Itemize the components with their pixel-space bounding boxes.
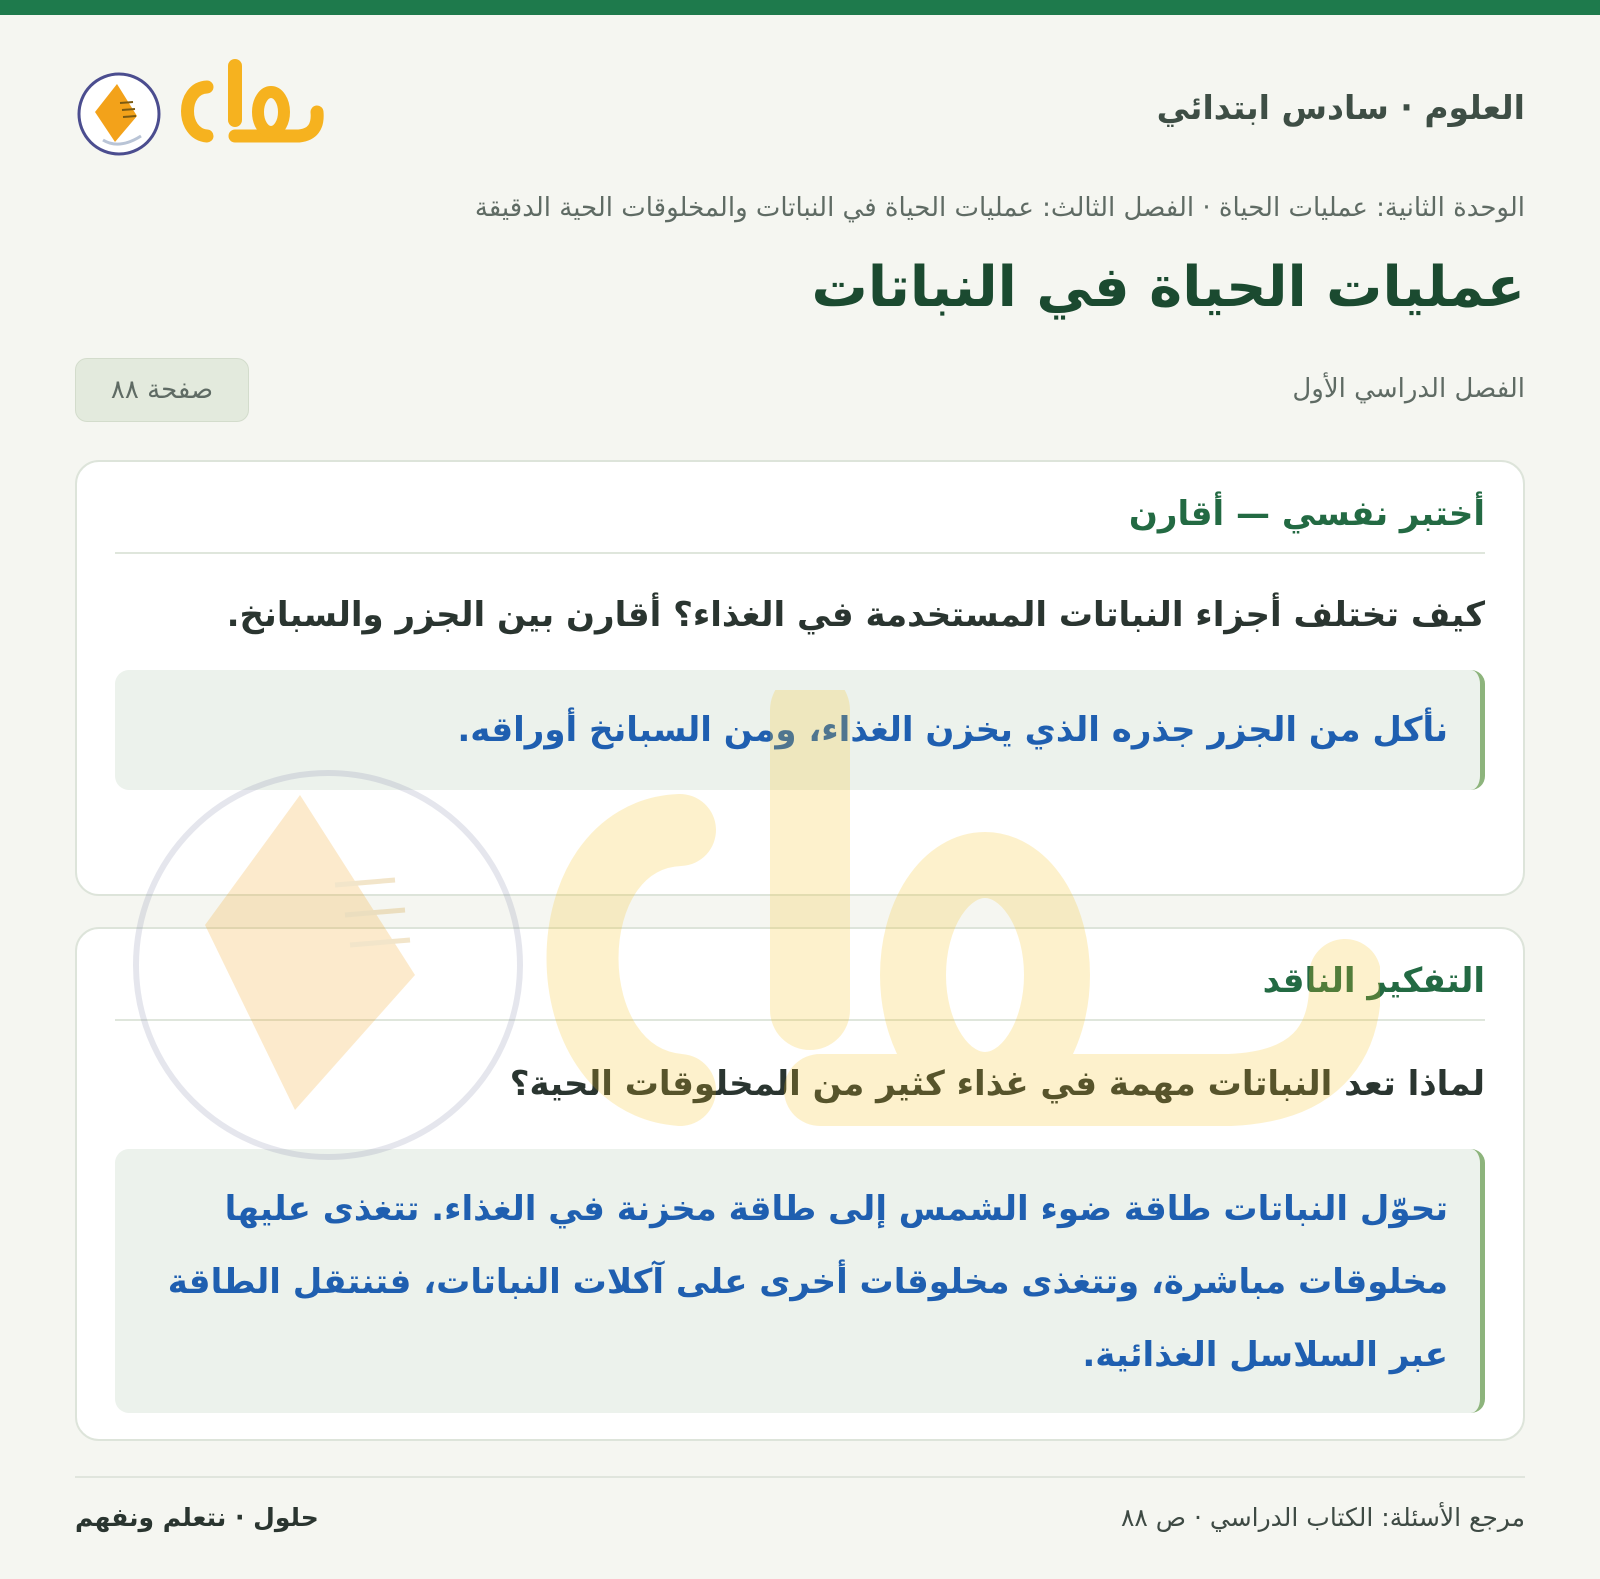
section-heading: أختبر نفسي — أقارن xyxy=(115,462,1485,554)
page-header xyxy=(75,50,1525,160)
question-text: كيف تختلف أجزاء النباتات المستخدمة في الغذاء؟ أقارن بين الجزر والسبانخ. xyxy=(226,595,1485,635)
subject-label: العلوم · سادس ابتدائي xyxy=(1156,88,1525,127)
footer-brand[interactable]: حلول · نتعلم ونفهم xyxy=(75,1503,319,1532)
question-text: لماذا تعد النباتات مهمة في غذاء كثير من المخلوقات الحية؟ xyxy=(509,1064,1485,1104)
breadcrumb: الوحدة الثانية: عمليات الحياة · الفصل الثالث: عمليات الحياة في النباتات والمخلوقات الحية الدقيقة xyxy=(474,193,1525,223)
answer-box: تحوّل النباتات طاقة ضوء الشمس إلى طاقة مخزنة في الغذاء. تتغذى عليها مخلوقات مباشرة، وتتغذى مخلوقات أخرى على آكلات النباتات، فتنتقل الطاقة عبر السلاسل الغذائية. xyxy=(115,1149,1485,1413)
page-title: عمليات الحياة في النباتات xyxy=(811,255,1525,320)
section-heading: التفكير الناقد xyxy=(115,929,1485,1021)
logo-wordmark xyxy=(167,54,335,154)
answer-box: نأكل من الجزر جذره الذي يخزن الغذاء، ومن السبانخ أوراقه. xyxy=(115,670,1485,790)
footer-reference: مرجع الأسئلة: الكتاب الدراسي · ص ٨٨ xyxy=(1120,1503,1525,1532)
semester-label: الفصل الدراسي الأول xyxy=(1292,374,1525,404)
question-card-critical-thinking xyxy=(75,927,1525,1441)
footer-divider xyxy=(75,1476,1525,1478)
logo-icon xyxy=(75,70,163,158)
top-accent-bar xyxy=(0,0,1600,15)
question-card-compare xyxy=(75,460,1525,896)
site-logo[interactable] xyxy=(75,50,345,160)
page-number-badge: صفحة ٨٨ xyxy=(75,358,249,422)
